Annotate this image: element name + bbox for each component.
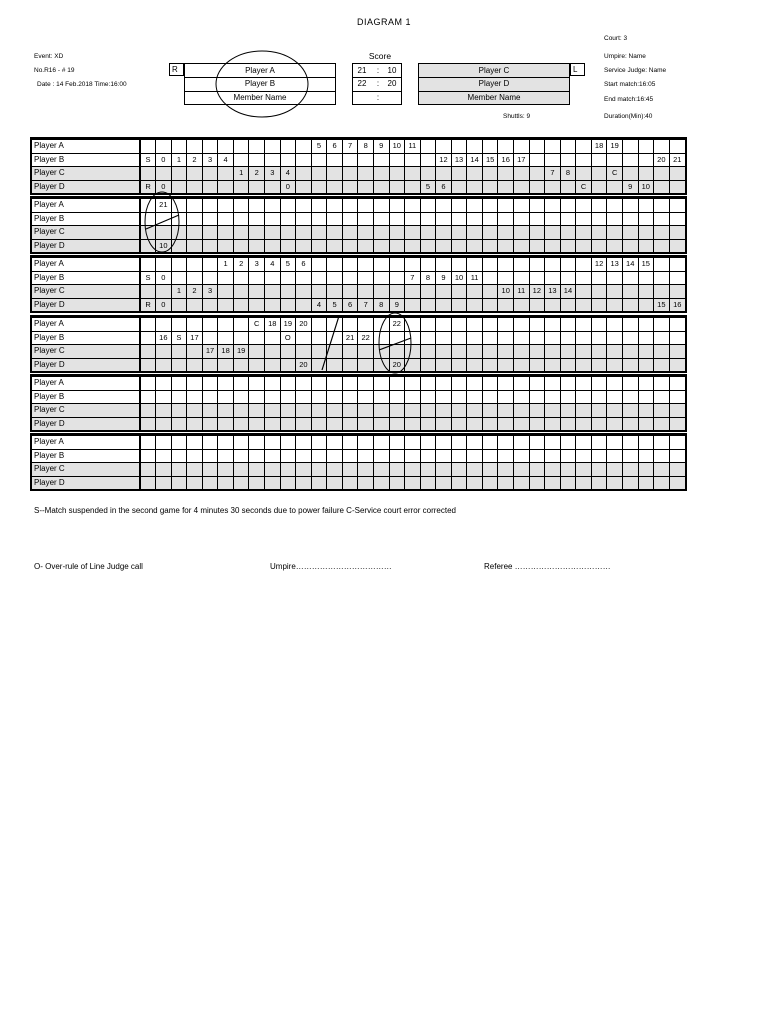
player-name-cell: Player B xyxy=(32,449,140,463)
score-game2-b: 20 xyxy=(387,79,397,88)
player-name-cell: Player D xyxy=(32,417,140,430)
score-cell: 5 xyxy=(327,298,343,311)
score-label: Score xyxy=(368,51,392,61)
score-cell: 8 xyxy=(420,271,436,285)
score-cell: 0 xyxy=(156,298,172,311)
score-cell: 20 xyxy=(296,358,312,371)
score-cell: 2 xyxy=(187,153,203,167)
score-cell: 12 xyxy=(529,285,545,299)
score-cell: 3 xyxy=(265,167,281,181)
score-cell: 0 xyxy=(156,153,172,167)
right-team-player-c: Player C xyxy=(478,66,510,75)
score-cell: 15 xyxy=(654,298,670,311)
score-cell: 6 xyxy=(436,180,452,193)
shuttles-label: Shuttls: 9 xyxy=(503,113,531,120)
score-cell: S xyxy=(171,331,187,345)
score-cell: 13 xyxy=(451,153,467,167)
score-cell: 15 xyxy=(482,153,498,167)
score-cell: 12 xyxy=(591,258,607,272)
score-cell: 8 xyxy=(560,167,576,181)
duration-label: Duration(Min):40 xyxy=(604,113,653,120)
player-name-cell: Player D xyxy=(32,358,140,371)
score-cell: 16 xyxy=(498,153,514,167)
score-cell: 11 xyxy=(405,140,421,154)
game-two-slash-mark xyxy=(146,215,179,229)
score-cell: R xyxy=(140,180,156,193)
score-cell: 10 xyxy=(638,180,654,193)
score-cell: 13 xyxy=(545,285,561,299)
umpire-label: Umpire: Name xyxy=(604,53,646,60)
score-cell: 21 xyxy=(156,199,172,213)
score-game1-a: 21 xyxy=(357,66,367,75)
player-name-cell: Player C xyxy=(32,404,140,418)
score-cell: 18 xyxy=(591,140,607,154)
player-name-cell: Player A xyxy=(32,140,140,154)
team-circle-mark xyxy=(216,51,308,117)
player-name-cell: Player D xyxy=(32,298,140,311)
score-cell: 20 xyxy=(389,358,405,371)
umpire-signature-line: Umpire……………………………… xyxy=(270,562,392,571)
score-cell: S xyxy=(140,153,156,167)
score-cell: 18 xyxy=(265,318,281,332)
score-cell: 2 xyxy=(187,285,203,299)
score-cell: 6 xyxy=(342,298,358,311)
game-four-slash-mark xyxy=(379,338,411,350)
player-name-cell: Player B xyxy=(32,212,140,226)
score-cell: 9 xyxy=(389,298,405,311)
score-cell: 12 xyxy=(436,153,452,167)
score-cell: 8 xyxy=(373,298,389,311)
left-side-mark: R xyxy=(169,63,184,76)
score-cell: 9 xyxy=(436,271,452,285)
player-name-cell: Player A xyxy=(32,199,140,213)
score-cell: S xyxy=(140,271,156,285)
legend-note: S--Match suspended in the second game for 4 minutes 30 seconds due to power failure C-Service court error corrected xyxy=(34,506,456,515)
score-cell: 7 xyxy=(342,140,358,154)
player-name-cell: Player D xyxy=(32,476,140,489)
score-cell: 7 xyxy=(545,167,561,181)
score-cell: O xyxy=(280,331,296,345)
score-game1-b: 10 xyxy=(387,66,397,75)
player-name-cell: Player C xyxy=(32,167,140,181)
score-cell: 7 xyxy=(405,271,421,285)
score-cell: 16 xyxy=(156,331,172,345)
player-name-cell: Player C xyxy=(32,285,140,299)
score-cell: 1 xyxy=(171,285,187,299)
player-name-cell: Player B xyxy=(32,271,140,285)
score-cell: C xyxy=(576,180,592,193)
score-cell: 4 xyxy=(280,167,296,181)
score-game2-sep: : xyxy=(376,79,380,88)
score-game1-sep: : xyxy=(376,66,380,75)
score-cell: 18 xyxy=(218,345,234,359)
score-cell: 4 xyxy=(265,258,281,272)
score-cell: 19 xyxy=(233,345,249,359)
score-cell: 6 xyxy=(296,258,312,272)
score-cell: 1 xyxy=(233,167,249,181)
score-cell: 1 xyxy=(171,153,187,167)
score-cell: 10 xyxy=(498,285,514,299)
player-name-cell: Player B xyxy=(32,390,140,404)
player-name-cell: Player C xyxy=(32,463,140,477)
score-cell: 20 xyxy=(654,153,670,167)
player-name-cell: Player A xyxy=(32,318,140,332)
score-cell: 10 xyxy=(451,271,467,285)
overrule-note: O- Over-rule of Line Judge call xyxy=(34,562,143,571)
score-cell: 3 xyxy=(202,153,218,167)
score-cell: 22 xyxy=(358,331,374,345)
player-name-cell: Player A xyxy=(32,436,140,450)
score-cell: 11 xyxy=(514,285,530,299)
right-team-member-name: Member Name xyxy=(467,93,521,102)
score-cell: 20 xyxy=(296,318,312,332)
score-cell: 4 xyxy=(218,153,234,167)
player-name-cell: Player D xyxy=(32,180,140,193)
player-name-cell: Player D xyxy=(32,239,140,252)
left-team-player-a: Player A xyxy=(245,66,275,75)
score-cell: 2 xyxy=(249,167,265,181)
score-cell: 5 xyxy=(311,140,327,154)
score-cell: 1 xyxy=(218,258,234,272)
score-cell: 6 xyxy=(327,140,343,154)
score-cell: 5 xyxy=(280,258,296,272)
player-name-cell: Player A xyxy=(32,258,140,272)
score-cell: 0 xyxy=(280,180,296,193)
score-cell: 0 xyxy=(156,180,172,193)
score-cell: 13 xyxy=(607,258,623,272)
score-cell: 4 xyxy=(311,298,327,311)
score-cell: 15 xyxy=(638,258,654,272)
score-game2-a: 22 xyxy=(357,79,367,88)
score-cell: 21 xyxy=(669,153,685,167)
score-cell: 21 xyxy=(342,331,358,345)
score-cell: 22 xyxy=(389,318,405,332)
match-number: No.R16 - # 19 xyxy=(34,67,75,74)
court-label: Court: 3 xyxy=(604,35,628,42)
score-cell: 5 xyxy=(420,180,436,193)
event-label: Event: XD xyxy=(34,53,64,60)
game-four-divider-mark xyxy=(322,316,339,370)
game-four-circle-mark xyxy=(379,313,411,373)
start-match-label: Start match:16:05 xyxy=(604,81,656,88)
player-name-cell: Player B xyxy=(32,153,140,167)
score-cell: 17 xyxy=(202,345,218,359)
score-cell: 3 xyxy=(202,285,218,299)
score-cell: 19 xyxy=(607,140,623,154)
score-cell: R xyxy=(140,298,156,311)
score-cell: 17 xyxy=(514,153,530,167)
referee-signature-line: Referee ……………………………… xyxy=(484,562,611,571)
score-cell: 9 xyxy=(373,140,389,154)
score-cell: 14 xyxy=(622,258,638,272)
score-cell: 16 xyxy=(669,298,685,311)
right-team-player-d: Player D xyxy=(478,79,510,88)
service-judge-label: Service Judge: Name xyxy=(604,67,667,74)
page-title: DIAGRAM 1 xyxy=(356,17,411,27)
player-name-cell: Player C xyxy=(32,345,140,359)
date-time: Date : 14 Feb.2018 Time:16:00 xyxy=(37,81,127,88)
score-cell: 7 xyxy=(358,298,374,311)
score-cell: 14 xyxy=(467,153,483,167)
score-cell: 8 xyxy=(358,140,374,154)
left-team-member-name: Member Name xyxy=(233,93,287,102)
score-cell: 14 xyxy=(560,285,576,299)
score-cell: C xyxy=(607,167,623,181)
player-name-cell: Player A xyxy=(32,377,140,391)
score-cell: 10 xyxy=(156,239,172,252)
score-cell: 11 xyxy=(467,271,483,285)
score-cell: 10 xyxy=(389,140,405,154)
score-cell: 3 xyxy=(249,258,265,272)
score-game3-sep: : xyxy=(376,93,380,102)
player-name-cell: Player C xyxy=(32,226,140,240)
score-cell: 2 xyxy=(233,258,249,272)
score-cell: C xyxy=(249,318,265,332)
right-side-mark: L xyxy=(570,63,585,76)
score-cell: 17 xyxy=(187,331,203,345)
left-team-player-b: Player B xyxy=(244,79,276,88)
player-name-cell: Player B xyxy=(32,331,140,345)
score-cell: 9 xyxy=(622,180,638,193)
score-cell: 19 xyxy=(280,318,296,332)
end-match-label: End match:16:45 xyxy=(604,96,654,103)
score-cell: 0 xyxy=(156,271,172,285)
